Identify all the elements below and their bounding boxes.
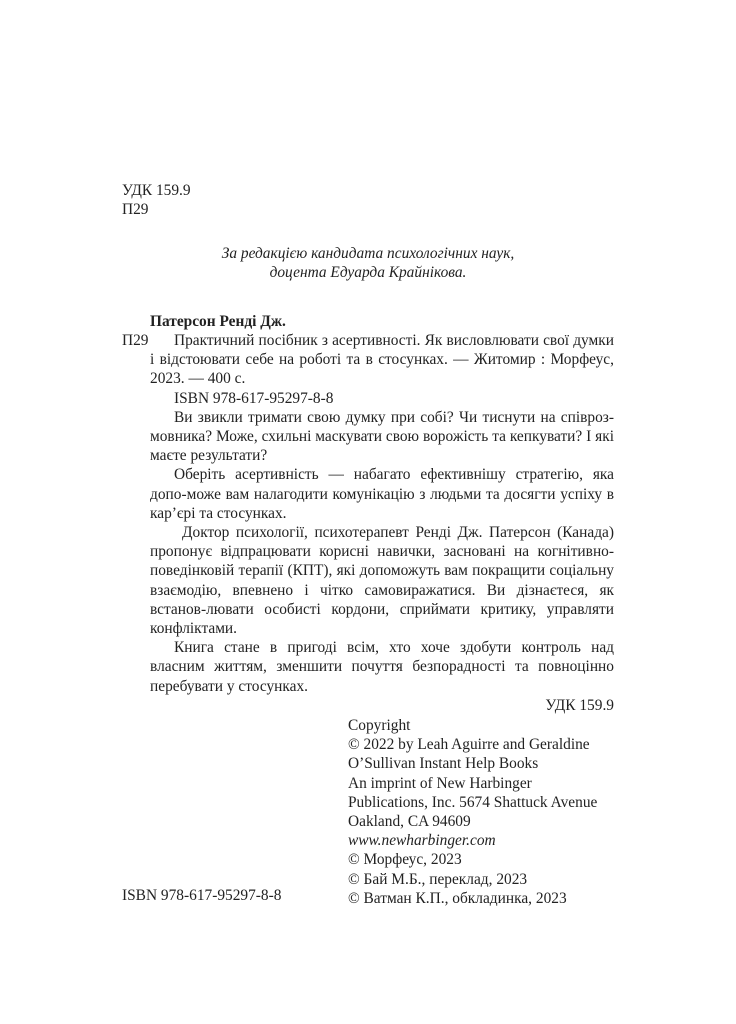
copyright-line: Publications, Inc. 5674 Shattuck Avenue bbox=[348, 793, 598, 811]
copyright-line: Copyright bbox=[348, 717, 411, 734]
copyright-line: © 2022 by Leah Aguirre and Geraldine bbox=[348, 736, 590, 754]
copyright-line: © Ватман К.П., обкладинка, 2023 bbox=[348, 889, 567, 907]
record-paragraph: Оберіть асертивність — набагато ефективнішу стратегію, яка допо-може вам налагодити комунікацію з людьми та досягти успіху в кар’єрі та стосунках. bbox=[150, 466, 614, 522]
record-paragraph: Ви звикли тримати свою думку при собі? Чи тиснути на співроз-мовника? Може, схильні маскувати свою ворожість та кепкувати? І які маєте результати? bbox=[150, 408, 614, 465]
record-isbn: ISBN 978-617-95297-8-8 bbox=[174, 389, 334, 407]
record-udk-end: УДК 159.9 bbox=[545, 696, 614, 714]
copyright-line: O’Sullivan Instant Help Books bbox=[348, 755, 539, 773]
editor-line-2: доцента Едуарда Крайнікова. bbox=[269, 264, 467, 282]
udk-code: УДК 159.9 bbox=[122, 182, 191, 199]
publisher-url[interactable]: www.newharbinger.com bbox=[348, 832, 496, 850]
copyright-line: © Морфеус, 2023 bbox=[348, 851, 462, 869]
record-mark: П29 bbox=[122, 332, 149, 349]
editor-note bbox=[122, 244, 614, 282]
record-paragraph: Практичний посібник з асертивності. Як висловлювати свої думки і відстоювати себе на роботі та в стосунках. — Житомир : Морфеус, 2023. — 400 с. bbox=[150, 332, 614, 388]
author-mark: П29 bbox=[122, 201, 149, 219]
record-description bbox=[150, 331, 614, 715]
copyright-line: Oakland, CA 94609 bbox=[348, 813, 471, 831]
classification-block bbox=[122, 181, 191, 219]
record-author: Патерсон Ренді Дж. bbox=[150, 313, 286, 330]
record-paragraph: Книга стане в пригоді всім, хто хоче здобути контроль над власним життям, зменшити почуття безпорадності та повноцінно перебувати у стосунках. bbox=[150, 639, 614, 695]
record-paragraph: Доктор психології, психотерапевт Ренді Дж. Патерсон (Канада) пропонує відпрацювати корисні навички, засновані на когнітивно-поведінковій терапії (КПТ), які допоможуть вам покращити соціальну взаємодію, впевнено і чітко самовиражатися. Ви дізнаєтеся, як встанов-лювати особисті кордони, сприймати критику, управляти конфліктами. bbox=[150, 524, 614, 638]
copyright-block bbox=[348, 716, 597, 908]
editor-line-1: За редакцією кандидата психологічних наук, bbox=[221, 245, 515, 262]
isbn-bottom: ISBN 978-617-95297-8-8 bbox=[122, 887, 282, 904]
copyright-line: © Бай М.Б., переклад, 2023 bbox=[348, 870, 528, 888]
copyright-line: An imprint of New Harbinger bbox=[348, 774, 532, 792]
